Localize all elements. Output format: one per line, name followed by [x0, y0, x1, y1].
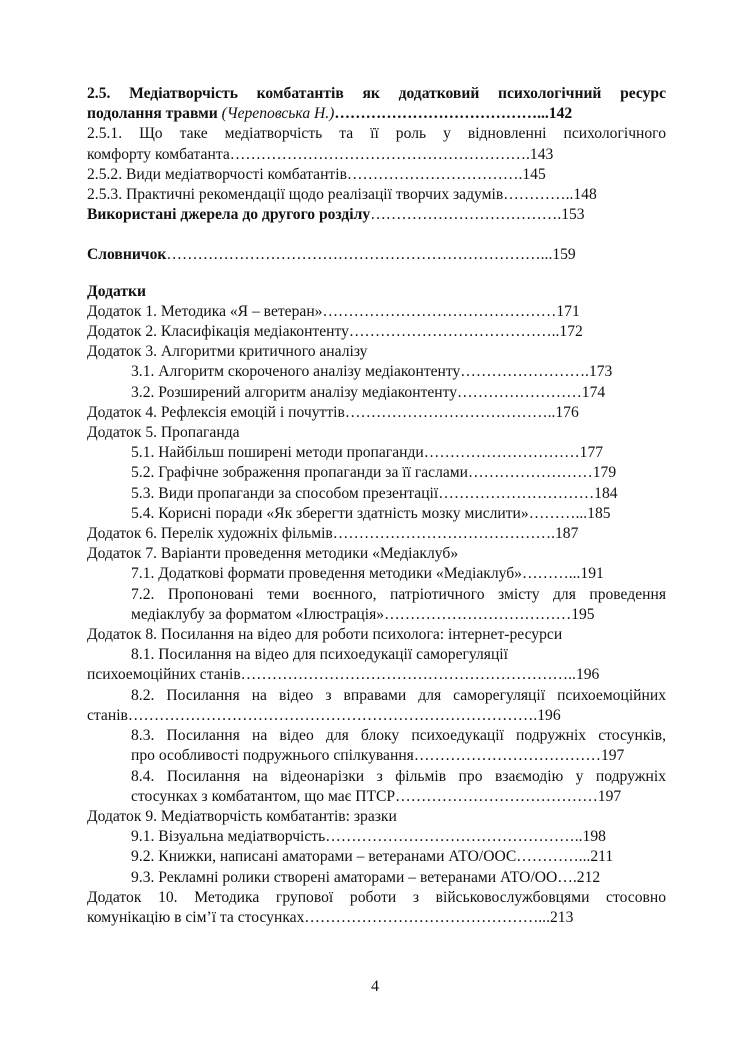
toc-entry-2-5-2: 2.5.2. Види медіатворчості комбатантів…………………………….145 — [87, 165, 546, 183]
toc-entry-appendix-8-4-line1: 8.4. Посилання на відеонарізки з фільмів про взаємодію у подружніх — [131, 767, 666, 785]
toc-entry-appendix-5: Додаток 5. Пропаганда — [87, 424, 240, 442]
toc-entry-appendix-7-2-line1: 7.2. Пропоновані теми воєнного, патріотичного змісту для проведення — [131, 585, 666, 603]
toc-entry-2-5-dots: …………………………………... — [334, 105, 549, 123]
toc-entry-2-5-page: 142 — [548, 105, 573, 123]
toc-entry-appendix-8: Додаток 8. Посилання на відео для роботи психолога: інтернет-ресурси — [87, 626, 563, 644]
toc-entry-sources-label: Використані джерела до другого розділу — [87, 206, 371, 224]
toc-entry-2-5-author: (Череповська Н.) — [221, 105, 335, 123]
toc-entry-2-5-line2 — [87, 104, 666, 124]
toc-entry-appendix-3-1: 3.1. Алгоритм скороченого аналізу медіаконтенту…………………….173 — [131, 363, 613, 381]
toc-entry-glossary — [87, 245, 666, 265]
toc-entry-appendix-5-3: 5.3. Види пропаганди за способом презентації…………………………184 — [131, 484, 618, 502]
toc-entry-appendix-7-1: 7.1. Додаткові формати проведення методики «Медіаклуб»………...191 — [131, 565, 604, 583]
toc-entry-appendix-9-1: 9.1. Візуальна медіатворчість…………………………………………..198 — [131, 828, 606, 846]
toc-entry-appendix-10-line1: Додаток 10. Методика групової роботи з військовослужбовцями стосовно — [87, 888, 666, 906]
toc-entry-appendix-7-2-line2: медіаклубу за форматом «Ілюстрація»………………………………195 — [131, 605, 595, 623]
toc-appendices-header: Додатки — [87, 282, 146, 300]
toc-entry-appendix-8-2-line1: 8.2. Посилання на відео з вправами для саморегуляції психоемоційних — [131, 686, 666, 704]
toc-entry-appendix-3-2: 3.2. Розширений алгоритм аналізу медіаконтенту……………………174 — [131, 383, 606, 401]
toc-entry-appendix-9-3: 9.3. Рекламні ролики створені аматорами – ветеранами АТО/ОО….212 — [131, 868, 601, 886]
toc-entry-appendix-6: Додаток 6. Перелік художніх фільмів…………………………………….187 — [87, 525, 579, 543]
toc-entry-appendix-7: Додаток 7. Варіанти проведення методики «Медіаклуб» — [87, 545, 459, 563]
toc-entry-appendix-8-1-line2: психоемоційних станів………………………………………………………..196 — [87, 666, 600, 684]
toc-entry-sources-dots: ……………………………….153 — [370, 206, 585, 224]
toc-entry-appendix-1: Додаток 1. Методика «Я – ветеран»………………………………………171 — [87, 302, 580, 320]
table-of-contents — [87, 84, 666, 928]
toc-entry-appendix-3: Додаток 3. Алгоритми критичного аналізу — [87, 343, 368, 361]
toc-entry-appendix-9: Додаток 9. Медіатворчість комбатантів: зразки — [87, 807, 397, 825]
toc-entry-appendix-9-2: 9.2. Книжки, написані аматорами – ветеранами АТО/ООС…………...211 — [131, 848, 614, 866]
toc-entry-appendix-8-3-line1: 8.3. Посилання на відео для блоку психоедукації подружніх стосунків, — [131, 727, 666, 745]
toc-entry-appendix-8-1-line1: 8.1. Посилання на відео для психоедукації саморегуляції — [131, 646, 508, 664]
toc-entry-sources — [87, 205, 666, 225]
page-number: 4 — [371, 978, 379, 995]
toc-entry-appendix-8-2-line2: станів…………………………………………………………………….196 — [87, 706, 561, 724]
toc-entry-appendix-8-3-line2: про особливості подружнього спілкування………………………………197 — [131, 747, 625, 765]
toc-entry-2-5-3: 2.5.3. Практичні рекомендації щодо реалізації творчих задумів…………..148 — [87, 186, 597, 204]
toc-entry-2-5-line1: 2.5. Медіатворчість комбатантів як додатковий психологічний ресурс — [87, 85, 666, 102]
toc-entry-appendix-10-line2: комунікацію в сім’ї та стосунках………………………………………...213 — [87, 908, 574, 926]
toc-entry-appendix-5-2: 5.2. Графічне зображення пропаганди за її гаслами……………………179 — [131, 464, 617, 482]
toc-entry-appendix-8-4-line2: стосунках з комбатантом, що має ПТСР…………………………………197 — [131, 787, 622, 805]
toc-entry-2-5-title-end: подолання травми — [87, 105, 218, 123]
toc-entry-appendix-4: Додаток 4. Рефлексія емоцій і почуттів…………………………………..176 — [87, 403, 579, 421]
toc-entry-appendix-2: Додаток 2. Класифікація медіаконтенту…………………………………..172 — [87, 323, 583, 341]
toc-entry-2-5-1-line1: 2.5.1. Що таке медіатворчість та її роль у відновленні психологічного — [87, 125, 666, 143]
toc-entry-glossary-dots: ………………………………………………………………...159 — [166, 246, 576, 264]
toc-entry-glossary-label: Словничок — [87, 246, 167, 264]
toc-entry-appendix-5-4: 5.4. Корисні поради «Як зберегти здатність мозку мислити»………...185 — [131, 504, 611, 522]
toc-entry-appendix-5-1: 5.1. Найбільш поширені методи пропаганди…………………………177 — [131, 444, 604, 462]
toc-entry-2-5-1-line2: комфорту комбатанта………………………………………………….143 — [87, 145, 554, 163]
